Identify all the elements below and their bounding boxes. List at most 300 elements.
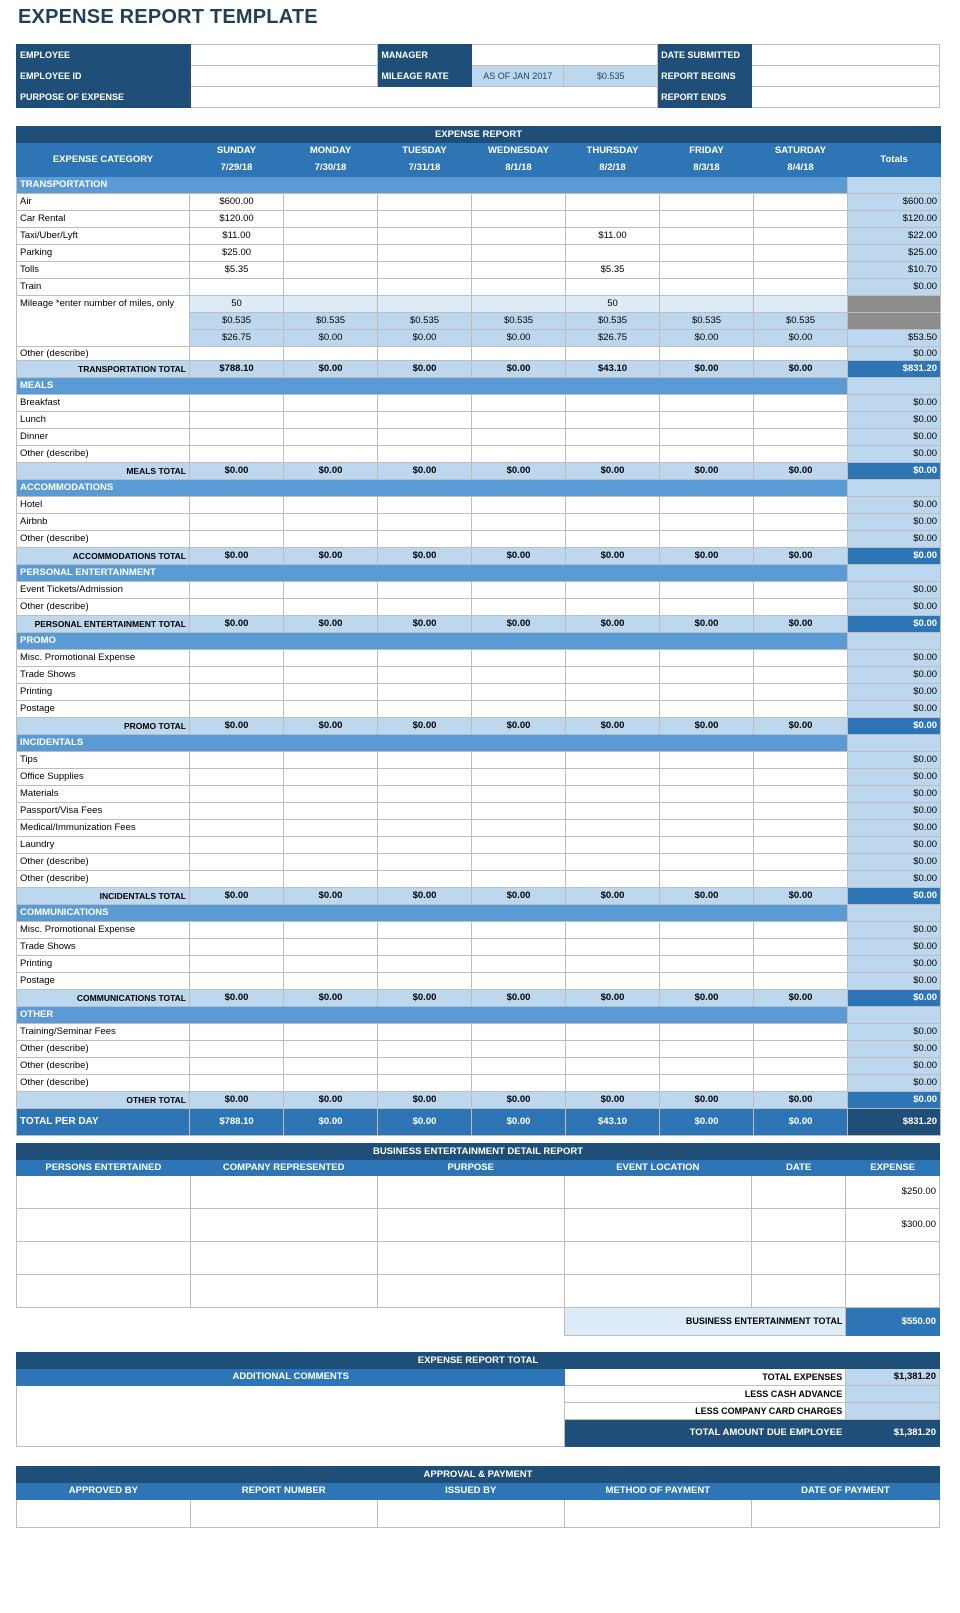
day-value-cell[interactable] xyxy=(378,752,472,769)
day-value-cell[interactable] xyxy=(472,701,566,718)
day-value-cell[interactable] xyxy=(190,1041,284,1058)
miles-input[interactable]: 50 xyxy=(190,296,284,313)
day-value-cell[interactable] xyxy=(472,514,566,531)
day-value-cell[interactable] xyxy=(472,245,566,262)
day-value-cell[interactable] xyxy=(566,1024,660,1041)
day-value-cell[interactable] xyxy=(660,514,754,531)
day-value-cell[interactable] xyxy=(754,956,848,973)
day-value-cell[interactable] xyxy=(566,1058,660,1075)
day-value-cell[interactable] xyxy=(660,347,754,361)
day-value-cell[interactable] xyxy=(660,973,754,990)
day-value-cell[interactable] xyxy=(284,1058,378,1075)
day-value-cell[interactable] xyxy=(378,395,472,412)
day-value-cell[interactable] xyxy=(754,497,848,514)
day-value-cell[interactable] xyxy=(472,1058,566,1075)
day-value-cell[interactable] xyxy=(190,279,284,296)
day-value-cell[interactable] xyxy=(190,347,284,361)
day-value-cell[interactable] xyxy=(284,803,378,820)
purpose-cell[interactable] xyxy=(377,1176,564,1209)
day-value-cell[interactable] xyxy=(378,531,472,548)
day-value-cell[interactable] xyxy=(566,803,660,820)
day-value-cell[interactable] xyxy=(284,684,378,701)
day-value-cell[interactable] xyxy=(566,599,660,616)
day-value-cell[interactable] xyxy=(754,667,848,684)
day-value-cell[interactable] xyxy=(566,279,660,296)
day-value-cell[interactable] xyxy=(284,854,378,871)
purpose-field[interactable] xyxy=(190,87,658,108)
day-value-cell[interactable] xyxy=(660,194,754,211)
day-value-cell[interactable] xyxy=(190,667,284,684)
day-value-cell[interactable] xyxy=(472,820,566,837)
day-value-cell[interactable] xyxy=(754,412,848,429)
persons-cell[interactable] xyxy=(17,1176,191,1209)
day-value-cell[interactable] xyxy=(472,650,566,667)
day-value-cell[interactable] xyxy=(190,973,284,990)
day-value-cell[interactable] xyxy=(284,531,378,548)
day-value-cell[interactable] xyxy=(660,854,754,871)
location-cell[interactable] xyxy=(564,1275,751,1308)
day-value-cell[interactable] xyxy=(378,262,472,279)
day-value-cell[interactable] xyxy=(284,211,378,228)
day-value-cell[interactable] xyxy=(378,245,472,262)
day-value-cell[interactable] xyxy=(660,531,754,548)
day-value-cell[interactable] xyxy=(378,973,472,990)
day-value-cell[interactable] xyxy=(754,752,848,769)
day-value-cell[interactable] xyxy=(190,956,284,973)
day-value-cell[interactable] xyxy=(378,429,472,446)
day-value-cell[interactable] xyxy=(190,752,284,769)
day-value-cell[interactable] xyxy=(472,956,566,973)
day-value-cell[interactable] xyxy=(190,939,284,956)
day-value-cell[interactable] xyxy=(754,1075,848,1092)
day-value-cell[interactable] xyxy=(472,837,566,854)
day-value-cell[interactable] xyxy=(754,837,848,854)
day-value-cell[interactable] xyxy=(472,262,566,279)
day-value-cell[interactable] xyxy=(754,871,848,888)
day-value-cell[interactable] xyxy=(284,446,378,463)
approved-by-field[interactable] xyxy=(17,1500,191,1528)
day-value-cell[interactable] xyxy=(472,803,566,820)
expense-cell[interactable] xyxy=(846,1275,940,1308)
day-value-cell[interactable] xyxy=(284,228,378,245)
day-value-cell[interactable] xyxy=(284,973,378,990)
day-value-cell[interactable] xyxy=(660,228,754,245)
day-value-cell[interactable] xyxy=(378,514,472,531)
day-value-cell[interactable] xyxy=(660,497,754,514)
day-value-cell[interactable] xyxy=(190,446,284,463)
day-value-cell[interactable] xyxy=(566,684,660,701)
day-value-cell[interactable] xyxy=(660,837,754,854)
day-value-cell[interactable] xyxy=(284,1075,378,1092)
location-cell[interactable] xyxy=(564,1209,751,1242)
day-value-cell[interactable] xyxy=(190,582,284,599)
day-value-cell[interactable] xyxy=(378,446,472,463)
day-value-cell[interactable] xyxy=(378,871,472,888)
day-value-cell[interactable] xyxy=(566,650,660,667)
miles-input[interactable] xyxy=(754,296,848,313)
day-value-cell[interactable] xyxy=(190,786,284,803)
day-value-cell[interactable] xyxy=(284,650,378,667)
company-cell[interactable] xyxy=(190,1209,377,1242)
day-value-cell[interactable] xyxy=(190,514,284,531)
day-value-cell[interactable] xyxy=(190,701,284,718)
day-value-cell[interactable] xyxy=(284,262,378,279)
day-value-cell[interactable] xyxy=(190,871,284,888)
persons-cell[interactable] xyxy=(17,1242,191,1275)
day-value-cell[interactable] xyxy=(472,395,566,412)
day-value-cell[interactable] xyxy=(378,701,472,718)
day-value-cell[interactable] xyxy=(190,1024,284,1041)
day-value-cell[interactable] xyxy=(754,395,848,412)
day-value-cell[interactable] xyxy=(190,1075,284,1092)
day-value-cell[interactable] xyxy=(660,752,754,769)
day-value-cell[interactable] xyxy=(566,871,660,888)
day-value-cell[interactable] xyxy=(190,803,284,820)
day-value-cell[interactable] xyxy=(284,429,378,446)
day-value-cell[interactable] xyxy=(472,347,566,361)
day-value-cell[interactable] xyxy=(566,395,660,412)
day-value-cell[interactable] xyxy=(378,837,472,854)
day-value-cell[interactable] xyxy=(190,922,284,939)
day-value-cell[interactable] xyxy=(660,412,754,429)
day-value-cell[interactable] xyxy=(566,752,660,769)
day-value-cell[interactable] xyxy=(754,939,848,956)
date-cell[interactable] xyxy=(751,1209,846,1242)
day-value-cell[interactable] xyxy=(190,769,284,786)
card-charges-field[interactable] xyxy=(846,1403,940,1420)
day-value-cell[interactable] xyxy=(660,211,754,228)
day-value-cell[interactable] xyxy=(566,497,660,514)
day-value-cell[interactable]: $11.00 xyxy=(190,228,284,245)
day-value-cell[interactable] xyxy=(378,412,472,429)
location-cell[interactable] xyxy=(564,1176,751,1209)
day-value-cell[interactable] xyxy=(284,786,378,803)
method-of-payment-field[interactable] xyxy=(564,1500,751,1528)
location-cell[interactable] xyxy=(564,1242,751,1275)
day-value-cell[interactable] xyxy=(284,599,378,616)
day-value-cell[interactable] xyxy=(378,803,472,820)
day-value-cell[interactable] xyxy=(472,922,566,939)
day-value-cell[interactable] xyxy=(190,837,284,854)
day-value-cell[interactable] xyxy=(566,667,660,684)
day-value-cell[interactable] xyxy=(190,429,284,446)
day-value-cell[interactable] xyxy=(190,854,284,871)
day-value-cell[interactable] xyxy=(660,1075,754,1092)
mileage-row xyxy=(17,296,941,313)
day-value-cell[interactable] xyxy=(754,446,848,463)
day-value-cell[interactable] xyxy=(378,497,472,514)
day-value-cell[interactable] xyxy=(660,1024,754,1041)
day-value-cell[interactable] xyxy=(754,786,848,803)
day-value-cell[interactable] xyxy=(754,279,848,296)
day-value-cell[interactable] xyxy=(472,667,566,684)
day-value-cell[interactable] xyxy=(754,514,848,531)
day-value-cell[interactable] xyxy=(660,245,754,262)
date-cell[interactable] xyxy=(751,1275,846,1308)
additional-comments-field[interactable] xyxy=(17,1386,565,1447)
day-value-cell[interactable] xyxy=(754,922,848,939)
date-cell[interactable] xyxy=(751,1242,846,1275)
day-value-cell[interactable] xyxy=(754,531,848,548)
day-value-cell[interactable] xyxy=(378,854,472,871)
day-value-cell[interactable] xyxy=(754,803,848,820)
day-value-cell[interactable] xyxy=(472,582,566,599)
day-value-cell[interactable] xyxy=(378,228,472,245)
day-value-cell[interactable] xyxy=(472,429,566,446)
issued-by-field[interactable] xyxy=(377,1500,564,1528)
purpose-cell[interactable] xyxy=(377,1209,564,1242)
day-value-cell[interactable] xyxy=(754,854,848,871)
day-value-cell[interactable] xyxy=(190,650,284,667)
day-value-cell[interactable] xyxy=(754,429,848,446)
day-value-cell[interactable] xyxy=(566,973,660,990)
day-value-cell[interactable] xyxy=(754,211,848,228)
day-value-cell[interactable] xyxy=(566,446,660,463)
day-value-cell[interactable] xyxy=(566,854,660,871)
day-value-cell[interactable] xyxy=(284,939,378,956)
purpose-cell[interactable] xyxy=(377,1242,564,1275)
date-cell[interactable] xyxy=(751,1176,846,1209)
day-value-cell[interactable] xyxy=(190,1058,284,1075)
day-value-cell[interactable] xyxy=(660,786,754,803)
day-value-cell[interactable] xyxy=(754,599,848,616)
persons-cell[interactable] xyxy=(17,1275,191,1308)
miles-input[interactable] xyxy=(472,296,566,313)
day-value-cell[interactable] xyxy=(378,279,472,296)
day-value-cell[interactable] xyxy=(566,245,660,262)
company-cell[interactable] xyxy=(190,1242,377,1275)
day-value-cell[interactable] xyxy=(378,599,472,616)
day-value-cell[interactable] xyxy=(472,1075,566,1092)
day-value-cell[interactable] xyxy=(472,194,566,211)
day-value-cell[interactable] xyxy=(284,1041,378,1058)
day-value-cell[interactable]: $600.00 xyxy=(190,194,284,211)
day-value-cell[interactable] xyxy=(472,1024,566,1041)
company-cell[interactable] xyxy=(190,1176,377,1209)
day-value-cell[interactable] xyxy=(660,922,754,939)
company-cell[interactable] xyxy=(190,1275,377,1308)
expense-cell[interactable] xyxy=(846,1242,940,1275)
day-value-cell[interactable] xyxy=(378,820,472,837)
day-value-cell[interactable] xyxy=(378,786,472,803)
day-value-cell[interactable]: $5.35 xyxy=(190,262,284,279)
day-value-cell[interactable] xyxy=(566,837,660,854)
day-value-cell[interactable] xyxy=(378,769,472,786)
miles-input[interactable] xyxy=(378,296,472,313)
day-value-cell[interactable] xyxy=(566,922,660,939)
day-value-cell[interactable] xyxy=(378,1058,472,1075)
day-value-cell[interactable] xyxy=(660,1041,754,1058)
day-value-cell[interactable] xyxy=(566,1075,660,1092)
date-of-payment-field[interactable] xyxy=(751,1500,939,1528)
purpose-cell[interactable] xyxy=(377,1275,564,1308)
day-value-cell[interactable] xyxy=(472,531,566,548)
day-value-cell[interactable] xyxy=(660,803,754,820)
day-value-cell[interactable] xyxy=(754,347,848,361)
day-value-cell[interactable] xyxy=(754,769,848,786)
day-value-cell[interactable] xyxy=(754,973,848,990)
day-value-cell[interactable] xyxy=(566,769,660,786)
day-value-cell[interactable] xyxy=(472,599,566,616)
day-value-cell[interactable] xyxy=(566,582,660,599)
day-value-cell[interactable]: $25.00 xyxy=(190,245,284,262)
day-value-cell[interactable] xyxy=(284,497,378,514)
day-value-cell[interactable] xyxy=(284,752,378,769)
day-value-cell[interactable] xyxy=(378,194,472,211)
day-value-cell[interactable] xyxy=(284,245,378,262)
miles-input[interactable]: 50 xyxy=(566,296,660,313)
day-value-cell[interactable] xyxy=(754,582,848,599)
expense-cell[interactable]: $300.00 xyxy=(846,1209,940,1242)
day-value-cell[interactable] xyxy=(660,769,754,786)
day-value-cell[interactable] xyxy=(754,701,848,718)
day-value-cell[interactable] xyxy=(660,429,754,446)
miles-input[interactable] xyxy=(284,296,378,313)
day-value-cell[interactable] xyxy=(378,347,472,361)
day-value-cell[interactable] xyxy=(284,956,378,973)
day-value-cell[interactable] xyxy=(284,514,378,531)
persons-cell[interactable] xyxy=(17,1209,191,1242)
day-value-cell[interactable] xyxy=(284,1024,378,1041)
day-value-cell[interactable] xyxy=(284,871,378,888)
day-value-cell[interactable] xyxy=(660,667,754,684)
day-value-cell[interactable] xyxy=(378,1075,472,1092)
day-value-cell[interactable] xyxy=(754,820,848,837)
day-value-cell[interactable] xyxy=(754,194,848,211)
day-value-cell[interactable] xyxy=(284,922,378,939)
day-value-cell[interactable] xyxy=(472,1041,566,1058)
day-value-cell[interactable] xyxy=(378,956,472,973)
day-value-cell[interactable] xyxy=(660,650,754,667)
day-value-cell[interactable] xyxy=(754,228,848,245)
day-value-cell[interactable] xyxy=(190,531,284,548)
day-value-cell[interactable] xyxy=(472,939,566,956)
day-value-cell[interactable] xyxy=(566,701,660,718)
day-value-cell[interactable] xyxy=(566,1041,660,1058)
day-value-cell[interactable] xyxy=(660,395,754,412)
day-value-cell[interactable] xyxy=(660,599,754,616)
day-value-cell[interactable] xyxy=(378,1024,472,1041)
mileage-rate-value[interactable]: $0.535 xyxy=(564,66,658,87)
day-value-cell[interactable] xyxy=(566,347,660,361)
day-value-cell[interactable] xyxy=(378,684,472,701)
report-number-field[interactable] xyxy=(190,1500,377,1528)
day-value-cell[interactable] xyxy=(378,582,472,599)
day-value-cell[interactable] xyxy=(190,820,284,837)
day-value-cell[interactable] xyxy=(754,1058,848,1075)
day-value-cell[interactable] xyxy=(284,412,378,429)
day-value-cell[interactable] xyxy=(566,531,660,548)
day-value-cell[interactable] xyxy=(754,245,848,262)
day-value-cell[interactable] xyxy=(754,262,848,279)
date-submitted-field[interactable] xyxy=(752,45,940,66)
day-value-cell[interactable] xyxy=(566,939,660,956)
day-value-cell[interactable] xyxy=(660,1058,754,1075)
day-value-cell[interactable] xyxy=(660,871,754,888)
day-value-cell[interactable] xyxy=(566,786,660,803)
day-value-cell[interactable] xyxy=(190,395,284,412)
day-value-cell[interactable] xyxy=(566,514,660,531)
day-value-cell[interactable] xyxy=(284,667,378,684)
day-value-cell[interactable] xyxy=(660,701,754,718)
day-value-cell[interactable] xyxy=(284,279,378,296)
day-value-cell[interactable]: $11.00 xyxy=(566,228,660,245)
day-value-cell[interactable]: $120.00 xyxy=(190,211,284,228)
manager-field[interactable] xyxy=(472,45,658,66)
day-value-cell[interactable] xyxy=(378,939,472,956)
day-value-cell[interactable] xyxy=(472,684,566,701)
day-value-cell[interactable] xyxy=(472,752,566,769)
day-value-cell[interactable] xyxy=(660,582,754,599)
day-value-cell[interactable] xyxy=(660,279,754,296)
day-value-cell[interactable] xyxy=(566,956,660,973)
expense-cell[interactable]: $250.00 xyxy=(846,1176,940,1209)
day-value-cell[interactable] xyxy=(566,194,660,211)
day-value-cell[interactable] xyxy=(566,412,660,429)
day-value-cell[interactable] xyxy=(754,1041,848,1058)
day-value-cell[interactable] xyxy=(472,769,566,786)
day-value-cell[interactable] xyxy=(660,956,754,973)
miles-input[interactable] xyxy=(660,296,754,313)
day-value-cell[interactable] xyxy=(754,684,848,701)
day-value-cell[interactable] xyxy=(566,429,660,446)
day-value-cell[interactable] xyxy=(472,497,566,514)
day-value-cell[interactable] xyxy=(378,211,472,228)
day-value-cell[interactable] xyxy=(754,650,848,667)
day-value-cell[interactable] xyxy=(190,684,284,701)
employee-field[interactable] xyxy=(190,45,378,66)
report-begins-field[interactable] xyxy=(752,66,940,87)
day-value-cell[interactable] xyxy=(472,854,566,871)
day-value-cell[interactable] xyxy=(472,412,566,429)
day-value-cell[interactable] xyxy=(284,347,378,361)
day-value-cell[interactable] xyxy=(472,871,566,888)
report-ends-field[interactable] xyxy=(752,87,940,108)
day-value-cell[interactable] xyxy=(284,582,378,599)
day-value-cell[interactable] xyxy=(284,395,378,412)
day-value-cell[interactable] xyxy=(472,446,566,463)
day-value-cell[interactable] xyxy=(472,228,566,245)
day-value-cell[interactable] xyxy=(566,820,660,837)
day-value-cell[interactable] xyxy=(566,211,660,228)
day-value-cell[interactable] xyxy=(660,446,754,463)
day-value-cell[interactable] xyxy=(284,820,378,837)
day-value-cell[interactable] xyxy=(660,820,754,837)
day-value-cell[interactable] xyxy=(472,211,566,228)
day-value-cell[interactable] xyxy=(472,786,566,803)
day-value-cell[interactable] xyxy=(472,973,566,990)
day-value-cell[interactable] xyxy=(660,262,754,279)
day-value-cell[interactable] xyxy=(190,497,284,514)
day-value-cell[interactable] xyxy=(378,650,472,667)
day-value-cell[interactable] xyxy=(284,194,378,211)
employee-id-field[interactable] xyxy=(190,66,378,87)
day-value-cell[interactable] xyxy=(190,599,284,616)
day-value-cell[interactable] xyxy=(284,701,378,718)
day-value-cell[interactable] xyxy=(754,1024,848,1041)
day-value-cell[interactable] xyxy=(660,684,754,701)
day-value-cell[interactable] xyxy=(472,279,566,296)
day-value-cell[interactable] xyxy=(284,837,378,854)
cash-advance-field[interactable] xyxy=(846,1386,940,1403)
day-value-cell[interactable] xyxy=(284,769,378,786)
day-value-cell[interactable]: $5.35 xyxy=(566,262,660,279)
day-value-cell[interactable] xyxy=(378,1041,472,1058)
day-value-cell[interactable] xyxy=(190,412,284,429)
day-value-cell[interactable] xyxy=(378,922,472,939)
day-value-cell[interactable] xyxy=(378,667,472,684)
day-value-cell[interactable] xyxy=(660,939,754,956)
